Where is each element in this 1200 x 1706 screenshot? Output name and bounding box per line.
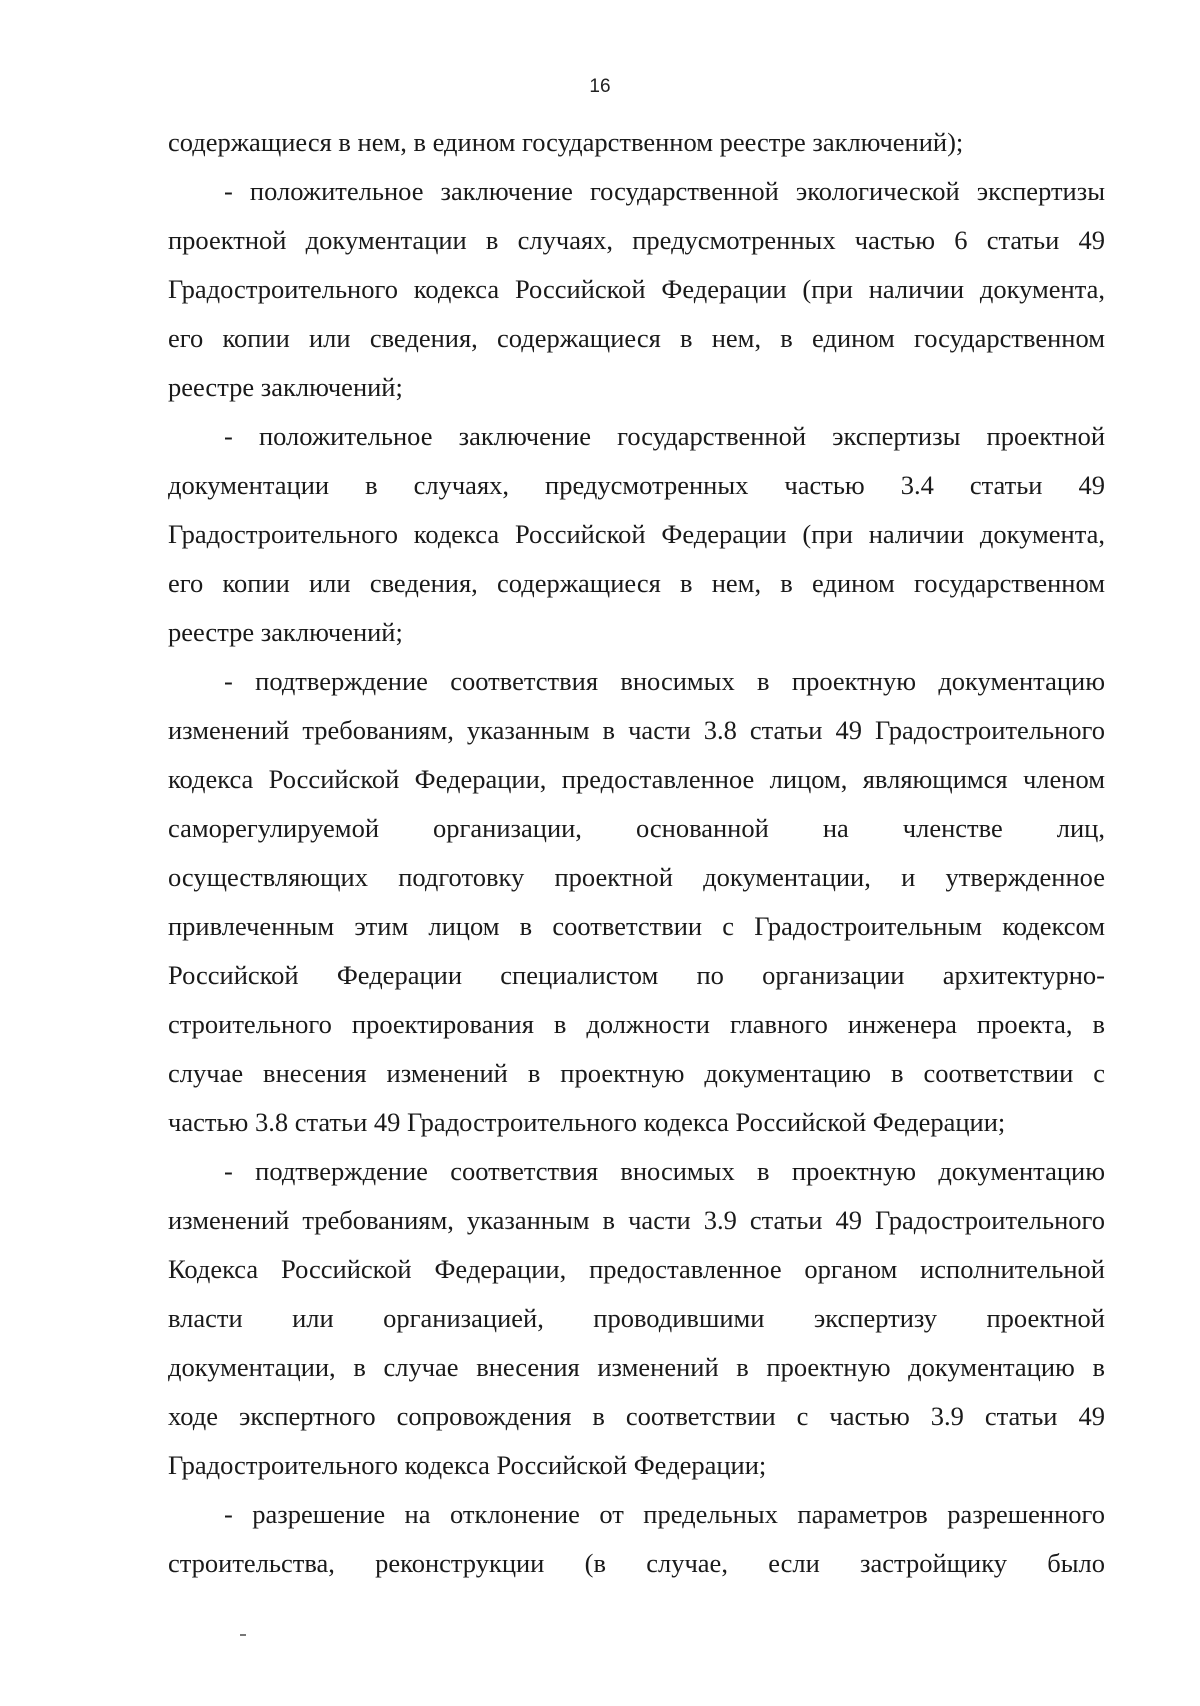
text-line: изменений требованиям, указанным в части 3.9 статьи 49 Градостроительного [168, 1205, 1105, 1235]
text-line: изменений требованиям, указанным в части 3.8 статьи 49 Градостроительного [168, 715, 1105, 745]
text-line: строительного проектирования в должности главного инженера проекта, в [168, 1009, 1105, 1039]
text-line: саморегулируемой организации, основанной на членстве лиц, [168, 813, 1105, 843]
text-line: - положительное заключение государственной экспертизы проектной [224, 421, 1105, 451]
text-line: привлеченным этим лицом в соответствии с Градостроительным кодексом [168, 911, 1105, 941]
scan-speck [240, 1634, 246, 1636]
text-line: документации в случаях, предусмотренных частью 3.4 статьи 49 [168, 470, 1105, 500]
text-line: случае внесения изменений в проектную документацию в соответствии с [168, 1058, 1105, 1088]
text-line: - разрешение на отклонение от предельных параметров разрешенного [224, 1499, 1105, 1529]
text-line: кодекса Российской Федерации, предоставленное лицом, являющимся членом [168, 764, 1105, 794]
paragraph-state-expertise [168, 412, 1105, 657]
paragraph-confirmation-3-9 [168, 1147, 1105, 1490]
text-line: Градостроительного кодекса Российской Федерации; [168, 1450, 767, 1480]
text-line: - подтверждение соответствия вносимых в проектную документацию [224, 666, 1105, 696]
text-line: содержащиеся в нем, в едином государственном реестре заключений); [168, 127, 964, 157]
text-line: Градостроительного кодекса Российской Федерации (при наличии документа, [168, 519, 1105, 549]
text-line: Градостроительного кодекса Российской Федерации (при наличии документа, [168, 274, 1105, 304]
text-line: реестре заключений; [168, 372, 403, 402]
text-line: документации, в случае внесения изменений в проектную документацию в [168, 1352, 1105, 1382]
text-line: реестре заключений; [168, 617, 403, 647]
paragraph-confirmation-3-8 [168, 657, 1105, 1147]
paragraph-continuation [168, 118, 1105, 167]
text-line: Российской Федерации специалистом по организации архитектурно- [168, 960, 1105, 990]
text-line: власти или организацией, проводившими экспертизу проектной [168, 1303, 1105, 1333]
text-line: осуществляющих подготовку проектной документации, и утвержденное [168, 862, 1105, 892]
page-number: 16 [589, 76, 611, 97]
text-line: его копии или сведения, содержащиеся в нем, в едином государственном [168, 323, 1105, 353]
text-line: - положительное заключение государственной экологической экспертизы [224, 176, 1105, 206]
text-line: Кодекса Российской Федерации, предоставленное органом исполнительной [168, 1254, 1105, 1284]
text-line: его копии или сведения, содержащиеся в нем, в едином государственном [168, 568, 1105, 598]
text-line: строительства, реконструкции (в случае, если застройщику было [168, 1548, 1105, 1578]
paragraph-ecological-expertise [168, 167, 1105, 412]
paragraph-deviation-permit [168, 1490, 1105, 1588]
text-line: проектной документации в случаях, предусмотренных частью 6 статьи 49 [168, 225, 1105, 255]
text-line: - подтверждение соответствия вносимых в проектную документацию [224, 1156, 1105, 1186]
text-line: частью 3.8 статьи 49 Градостроительного кодекса Российской Федерации; [168, 1107, 1006, 1137]
document-body [168, 118, 1105, 1588]
text-line: ходе экспертного сопровождения в соответствии с частью 3.9 статьи 49 [168, 1401, 1105, 1431]
